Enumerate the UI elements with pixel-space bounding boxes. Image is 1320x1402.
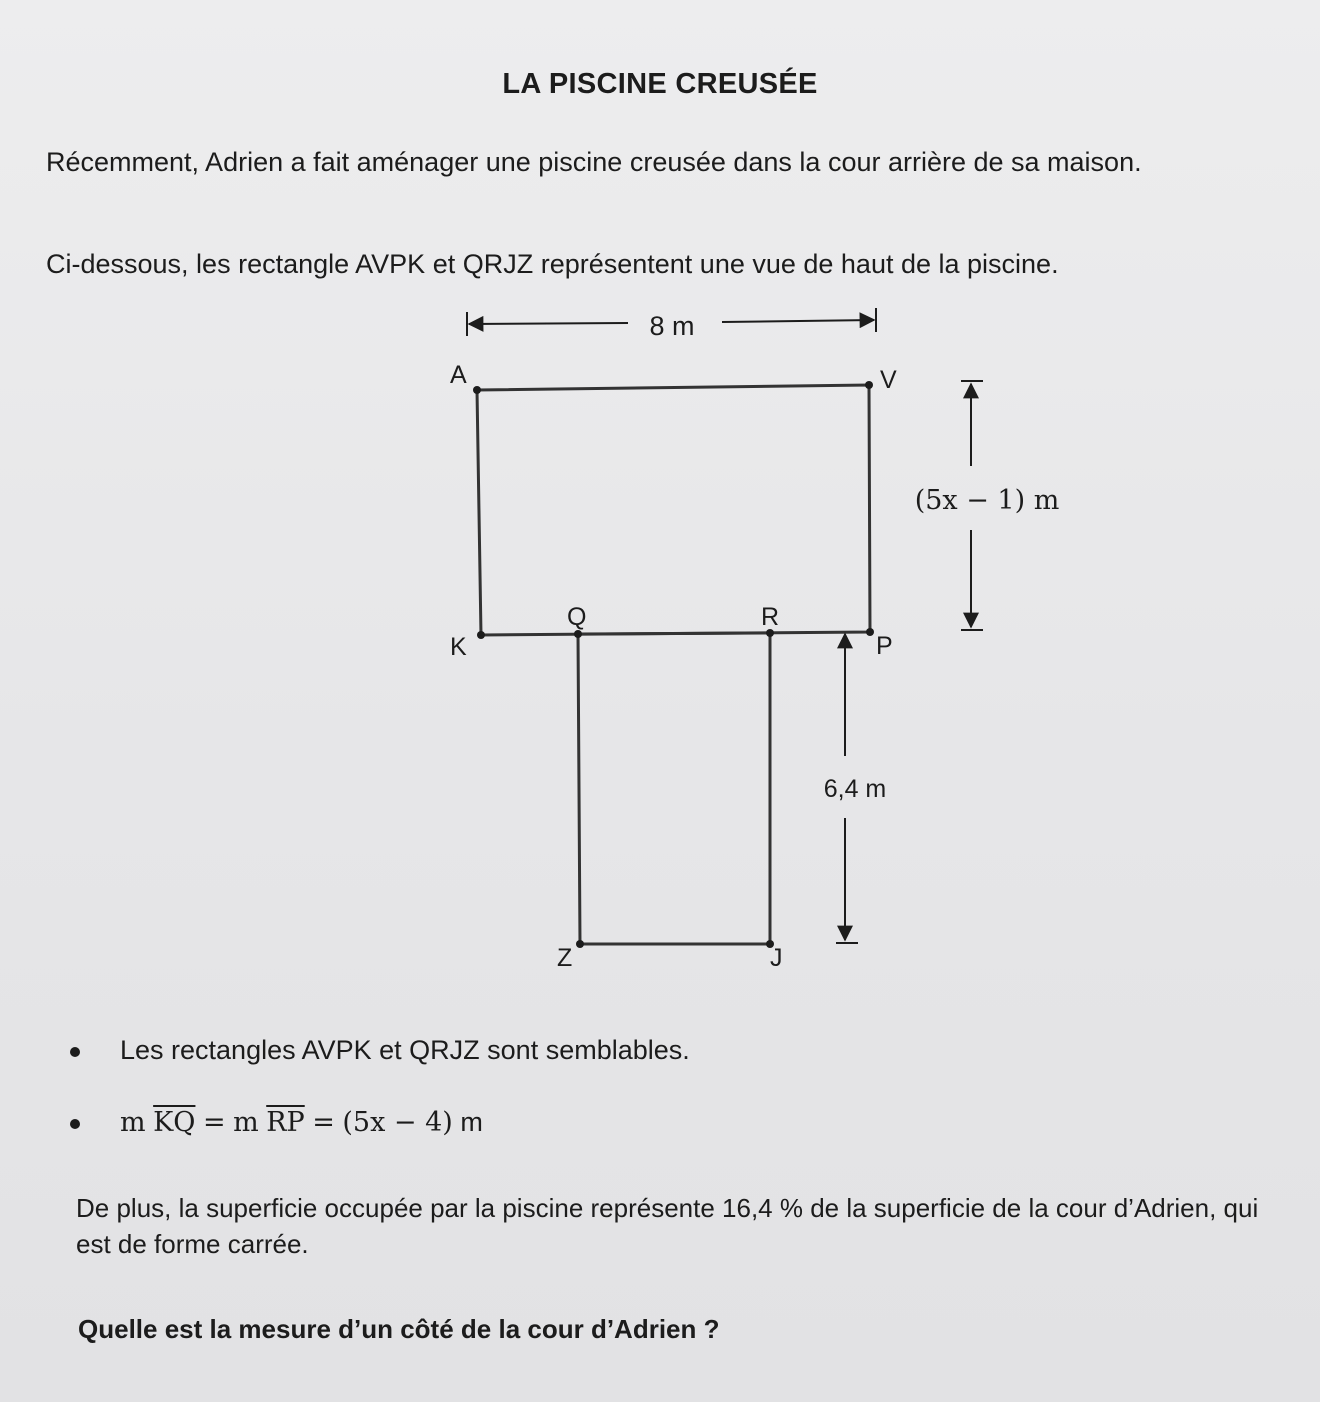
label-z: Z — [557, 944, 573, 972]
width-label: 8 m — [649, 311, 695, 341]
rectangle-avpk — [477, 385, 870, 635]
segment-kq: $\overline{KQ}$ — [153, 1107, 196, 1138]
measure-prefix: m — [233, 1107, 259, 1138]
page-title: LA PISCINE CREUSÉE — [502, 68, 818, 100]
list-item — [60, 1102, 690, 1174]
label-k: K — [450, 633, 467, 661]
given-list — [60, 1030, 690, 1174]
label-j: J — [770, 944, 783, 972]
vertex-a — [473, 386, 481, 394]
label-a: A — [450, 361, 467, 389]
vertex-p — [866, 628, 874, 636]
label-r: R — [761, 603, 780, 631]
unit: m — [460, 1107, 483, 1137]
lower-height-dimension — [824, 634, 887, 943]
height-label: (5x − 1) m — [914, 485, 1060, 516]
rectangle-qrjz — [578, 633, 770, 944]
width-dimension — [467, 308, 876, 341]
vertex-q — [574, 630, 582, 638]
label-q: Q — [567, 603, 587, 631]
vertex-z — [576, 940, 584, 948]
segment-rp: $\overline{RP}$ — [266, 1107, 305, 1138]
label-p: P — [876, 632, 893, 660]
expression: (5x − 4) — [342, 1107, 453, 1138]
similarity-statement: Les rectangles AVPK et QRJZ sont semblables. — [120, 1035, 690, 1065]
measure-prefix: m — [120, 1107, 146, 1138]
extra-paragraph: De plus, la superficie occupée par la piscine représente 16,4 % de la superficie de la cour d’Adrien, qui est de forme carrée. — [76, 1193, 1259, 1259]
lower-height-label: 6,4 m — [823, 775, 887, 803]
equals-sign: = — [312, 1107, 335, 1138]
height-dimension — [915, 381, 1060, 630]
label-v: V — [880, 366, 897, 394]
equals-sign: = — [202, 1107, 226, 1138]
vertex-v — [865, 381, 873, 389]
vertex-k — [477, 631, 485, 639]
question-text: Quelle est la mesure d’un côté de la cour d’Adrien ? — [78, 1314, 720, 1344]
intro-paragraph: Récemment, Adrien a fait aménager une piscine creusée dans la cour arrière de sa maison. — [46, 147, 1142, 177]
list-item — [60, 1030, 690, 1102]
description-paragraph: Ci-dessous, les rectangle AVPK et QRJZ représentent une vue de haut de la piscine. — [46, 249, 1059, 279]
